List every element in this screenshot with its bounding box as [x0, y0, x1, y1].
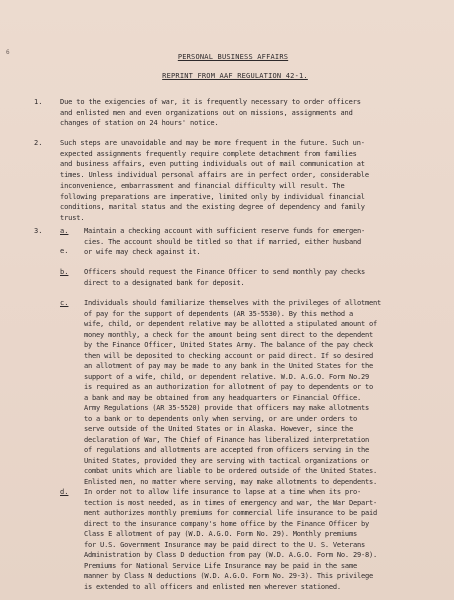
text-line: to a bank or to dependents only when serving, or are under orders to — [84, 414, 357, 423]
text-line: combat units which are liable to be ordered outside of the United States. — [84, 467, 378, 475]
text-line: In order not to allow life insurance to lapse at a time when its pro- — [84, 488, 361, 496]
item-letter: d. — [60, 488, 69, 496]
text-line: is required as an authorization for allotment of pay to dependents or to — [84, 383, 374, 391]
text-line: of pay for the support of dependents (AR 35-5530). By this method a — [84, 309, 353, 318]
text-line: following preparations are imperative, limited only by individual financial — [60, 192, 365, 201]
text-line: Individuals should familiarize themselves with the privileges of allotment — [84, 299, 382, 307]
text-line: Due to the exigencies of war, it is frequently necessary to order officers — [60, 98, 361, 106]
text-line: changes of station on 24 hours' notice. — [60, 119, 219, 128]
item-letter: b. — [60, 268, 69, 276]
text-line: inconvenience, embarrassment and financial difficulty will result. The — [60, 181, 345, 190]
section-paragraph — [60, 138, 448, 224]
section-number: 2. — [34, 139, 43, 147]
text-line: tection is most needed, as in times of emergency and war, the War Depart- — [84, 498, 378, 507]
text-line: conditions, marital status and the existing degree of dependency and family — [60, 203, 365, 212]
item-paragraph — [84, 298, 448, 487]
document-subtitle: REPRINT FROM AAF REGULATION 42-1. — [162, 72, 308, 80]
text-line: serve outside of the United States or in Alaska. However, since the — [84, 425, 353, 433]
text-line: by the Finance Officer, United States Army. The balance of the pay check — [84, 341, 374, 349]
text-line: expected assignments frequently require complete detachment from families — [60, 149, 357, 158]
text-line: Army Regulations (AR 35-5520) provide that officers may make allotments — [84, 404, 370, 412]
text-line: Enlisted men, no matter where serving, may make allotments to dependents. — [84, 477, 378, 486]
text-line: direct to a designated bank for deposit. — [84, 278, 245, 287]
margin-mark: e. — [60, 247, 69, 255]
text-line: is extended to all officers and enlisted men wherever stationed. — [84, 582, 341, 591]
text-line: support of a wife, child, or dependent relative. W.D. A.G.O. Form No.29 — [84, 372, 370, 381]
text-line: wife, child, or dependent relative may be allotted a stipulated amount of — [84, 320, 378, 328]
text-line: trust. — [60, 213, 85, 222]
section-number: 1. — [34, 98, 43, 106]
text-line: or wife may check against it. — [84, 248, 201, 256]
item-letter: a. — [60, 227, 69, 235]
item-paragraph — [84, 487, 448, 592]
item-paragraph — [84, 226, 448, 258]
document-title: PERSONAL BUSINESS AFFAIRS — [177, 53, 289, 61]
text-line: for U.S. Government Insurance may be paid direct to the U. S. Veterans — [84, 540, 366, 549]
text-line: then will be deposited to checking account or paid direct. If so desired — [84, 351, 374, 360]
item-paragraph — [84, 267, 448, 288]
text-line: declaration of War, The Chief of Finance has liberalized interpretation — [84, 435, 370, 444]
text-line: times. Unless individual personal affairs are in perfect order, considerable — [60, 171, 369, 180]
text-line: Maintain a checking account with sufficient reserve funds for emergen- — [84, 227, 366, 235]
section-number: 3. — [34, 227, 43, 235]
text-line: cies. The account should be titled so that if married, either husband — [84, 237, 361, 246]
text-line: direct to the insurance company's home office by the Finance Officer by — [84, 519, 370, 528]
text-line: Administration by Class D deduction from pay (W.D. A.G.O. Form No. 29-8). — [84, 551, 378, 559]
text-line: ment authorizes monthly premiums for commercial life insurance to be paid — [84, 509, 378, 517]
text-line: Premiums for National Service Life Insurance may be paid in the same — [84, 561, 357, 570]
text-line: and business affairs, even putting individuals out of mail communication at — [60, 160, 365, 169]
text-line: Class E allotment of pay (W.D. A.G.O. Form No. 29). Monthly premiums — [84, 530, 357, 538]
text-line: an allotment of pay may be made to any bank in the United States for the — [84, 362, 374, 370]
text-line: Such steps are unavoidable and may be more frequent in the future. Such un- — [60, 139, 365, 147]
text-line: and enlisted men and even organizations out on missions, assignments and — [60, 108, 353, 117]
text-line: of regulations and allotments are accepted from officers serving in the — [84, 446, 370, 454]
text-line: money monthly, a check for the amount being sent direct to the dependent — [84, 330, 374, 339]
text-line: United States, provided they are serving with tactical organizations or — [84, 456, 370, 465]
item-letter: c. — [60, 299, 69, 307]
text-line: manner by Class N deductions (W.D. A.G.O. Form No. 29-3). This privilege — [84, 572, 374, 580]
section-paragraph — [60, 97, 448, 129]
page-mark: 6 — [6, 49, 10, 56]
text-line: Officers should request the Finance Officer to send monthly pay checks — [84, 268, 366, 276]
text-line: a bank and may be obtained from any headquarters or Financial Office. — [84, 393, 361, 402]
